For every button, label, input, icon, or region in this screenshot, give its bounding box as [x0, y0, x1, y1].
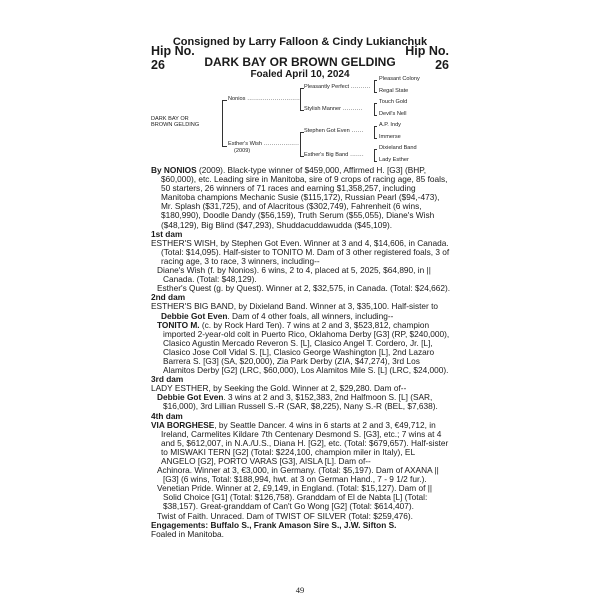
bracket-line [374, 161, 377, 162]
bracket-line [222, 100, 223, 147]
pedigree-sire-sire: Pleasantly Perfect .......... [304, 84, 371, 90]
pedigree-dam-year: (2009) [234, 148, 251, 154]
pedigree-sire-dam: Stylish Manner .......... [304, 106, 363, 112]
pedigree-dam-sire: Stephen Got Even ...... [304, 128, 364, 134]
page-number: 49 [295, 585, 305, 595]
second-dam-heading: 2nd dam [151, 292, 186, 303]
sire-paragraph: By NONIOS (2009). Black-type winner of $459,000, Affirmed H. [G3] (BHP, $60,000), etc. Leading sire in Manitoba, sire of 9 crops of racing age, 85 foals, 50 starters, 26 winners of 71 races and earning $1,358,257, including Manitoba champions Mechanic Susie ($115,172), Russian Pearl ($94,-473), Mr. Splash ($31,725), and of Alacritous ($302,749), Fahrenheit (6 wins, $180,990), Doodle Dandy ($56,159), Truth Serum ($55,055), Diane's Wish ($48,129), Big Blind ($47,293), Shuddacuddawudda ($45,109). [151, 165, 448, 230]
pedigree-sire: Nonios ........................... [228, 96, 301, 102]
pedigree-ancestor: Immerse [379, 134, 401, 140]
bracket-line [374, 103, 377, 104]
pedigree-ancestor: Devil's Nell [379, 111, 407, 117]
second-dam-text: ESTHER'S BIG BAND, by Dixieland Band. Winner at 3, $35,100. Half-sister to Debbie Got Even. Dam of 4 other foals, all winners, including-- [151, 301, 439, 321]
first-dam-heading: 1st dam [151, 228, 183, 239]
bracket-line [374, 115, 377, 116]
produce-record: Esther's Quest (g. by Quest). Winner at 2, $32,575, in Canada. (Total: $24,662). [157, 283, 451, 294]
bracket-line [374, 138, 377, 139]
bracket-line [374, 149, 377, 150]
produce-record: Debbie Got Even. 3 wins at 2 and 3, $152,383, 2nd Halfmoon S. [L] (SAR, $16,000), 3rd Lillian Russell S.-R (SAR, $8,225), Nany S.-R (BEL, $7,638). [157, 392, 438, 412]
hip-value: 26 [435, 58, 449, 72]
horse-title: DARK BAY OR BROWN GELDING [204, 55, 396, 69]
bracket-line [374, 126, 375, 138]
fourth-dam-text: VIA BORGHESE, by Seattle Dancer. 4 wins in 6 starts at 2 and 3, €49,712, in Ireland, Carmelites Kildare 7th Centenary Desmond S. [G3], etc.; 7 wins at 4 and 5, $612,007, in N.A./U.S., Diana H. [G2], etc. (Total: $679,657). Half-sister to MISWAKI TERN [G2] (Total: $224,100, champion miler in Italy), EL ANGELO [G2], PORTO VARAS [G3], AISLA [L]. Dam of-- [151, 419, 449, 466]
hip-label: Hip No. [405, 44, 449, 58]
produce-record: Venetian Pride. Winner at 2, £9,149, in England. (Total: $15,127). Dam of || Solid Choice [G1] (Total: $126,758). Granddam of El de Nabta [L] (Total: $38,157). Great-granddam of Can't Go Wong [G2] (Total: $614,407). [157, 483, 433, 512]
pedigree-dam-dam: Esther's Big Band ....... [304, 152, 364, 158]
bracket-line [374, 126, 377, 127]
produce-record: Diane's Wish (f. by Nonios). 6 wins, 2 to 4, placed at 5, 2025, $64,890, in || Canada. (Total: $48,129). [157, 265, 431, 285]
third-dam-text: LADY ESTHER, by Seeking the Gold. Winner at 2, $29,280. Dam of-- [151, 383, 407, 394]
foaled-location: Foaled in Manitoba. [151, 528, 224, 539]
pedigree-ancestor: Dixieland Band [379, 145, 417, 151]
bracket-line [374, 80, 375, 92]
bracket-line [374, 103, 375, 115]
pedigree-ancestor: A.P. Indy [379, 122, 401, 128]
bracket-line [222, 146, 227, 147]
pedigree-ancestor: Pleasant Colony [379, 76, 420, 82]
produce-record: Twist of Faith. Unraced. Dam of TWIST OF SILVER (Total: $259,476). [157, 510, 413, 521]
subject-line: BROWN GELDING [151, 122, 200, 129]
bracket-line [300, 132, 301, 156]
third-dam-heading: 3rd dam [151, 374, 184, 385]
fourth-dam-heading: 4th dam [151, 410, 183, 421]
foaled-date: Foaled April 10, 2024 [250, 69, 350, 80]
pedigree-ancestor: Touch Gold [379, 99, 408, 105]
pedigree-dam: Esther's Wish .................. [228, 141, 300, 147]
catalog-body [151, 166, 451, 539]
engagements: Engagements: Buffalo S., Frank Amason Sire S., J.W. Sifton S. [151, 519, 397, 530]
bracket-line [300, 88, 301, 110]
pedigree-ancestor: Regal State [379, 88, 409, 94]
bracket-line [374, 149, 375, 161]
produce-record: Achinora. Winner at 3, €3,000, in Germany. (Total: $5,197). Dam of AXANA || [G3] (6 wins, Total: $188,994, hwt. at 3 on German Hand., 7 - 9 1/2 fur.). [157, 465, 439, 485]
produce-record: TONITO M. (c. by Rock Hard Ten). 7 wins at 2 and 3, $523,812, champion imported 2-year-old colt in Puerto Rico, Oklahoma Derby [G3] (RP, $240,000), Clasico Agustin Mercado Reveron S. [L], Clasico Angel T. Cordero, Jr. [L], Clasico Jose Coll Vidal S. [L], Clasico George Washington [L], 2nd Lazaro Barrera S. [G3] (SA, $20,000), Zia Park Derby (ZIA, $47,274), 3rd Los Alamitos Derby [G2] (LRC, $60,000), Los Alamitos Mile S. [L] (LRC, $24,000). [157, 319, 450, 376]
pedigree-subject [151, 116, 199, 129]
pedigree-ancestor: Lady Esther [379, 157, 409, 163]
first-dam-text: ESTHER'S WISH, by Stephen Got Even. Winner at 3 and 4, $14,606, in Canada. (Total: $14,095). Half-sister to TONITO M. Dam of 3 other registered foals, 3 of racing age, 3 to race, 3 winners, including-- [151, 237, 450, 266]
hip-label: Hip No. [151, 44, 195, 58]
consignor-line: Consigned by Larry Falloon & Cindy Lukianchuk [172, 36, 428, 48]
bracket-line [374, 80, 377, 81]
hip-value: 26 [151, 58, 165, 72]
subject-line: DARK BAY OR [151, 116, 189, 122]
bracket-line [222, 100, 227, 101]
bracket-line [374, 92, 377, 93]
